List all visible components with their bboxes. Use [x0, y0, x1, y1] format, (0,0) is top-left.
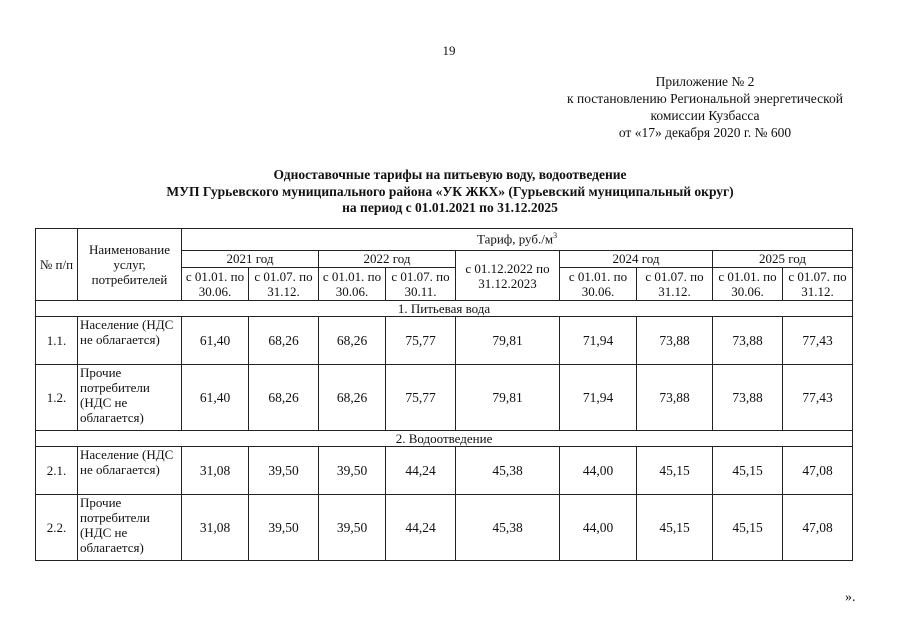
header-period-1: с 01.01. по 30.06. [182, 268, 249, 301]
header-tariff [182, 229, 853, 251]
tariff-value: 73,88 [637, 317, 713, 365]
header-service: Наименование услуг, потребителей [78, 229, 182, 301]
tariff-table-body [36, 301, 853, 561]
header-num: № п/п [36, 229, 78, 301]
page-number: 19 [442, 43, 456, 58]
tariff-value: 47,08 [783, 447, 853, 495]
table-row [36, 495, 853, 561]
title-line-3: на период с 01.01.2021 по 31.12.2025 [342, 200, 558, 215]
tariff-value: 45,38 [456, 447, 560, 495]
tariff-value: 71,94 [560, 365, 637, 431]
tariff-value: 45,15 [713, 447, 783, 495]
header-period-2022-2023: с 01.12.2022 по 31.12.2023 [456, 251, 560, 301]
table-row [36, 317, 853, 365]
service-name: Население (НДС не облагается) [78, 317, 182, 365]
tariff-table [35, 228, 853, 561]
row-number: 2.2. [36, 495, 78, 561]
header-period-4: с 01.07. по 30.11. [386, 268, 456, 301]
tariff-value: 61,40 [182, 317, 249, 365]
header-period-2: с 01.07. по 31.12. [249, 268, 319, 301]
tariff-value: 31,08 [182, 495, 249, 561]
tariff-value: 61,40 [182, 365, 249, 431]
tariff-value: 45,15 [637, 495, 713, 561]
tariff-value: 79,81 [456, 365, 560, 431]
header-year-2024: 2024 год [560, 251, 713, 268]
tariff-value: 45,15 [637, 447, 713, 495]
section-title: 1. Питьевая вода [36, 301, 853, 317]
tariff-value: 68,26 [249, 317, 319, 365]
header-tariff-unit-sup: 3 [553, 231, 558, 241]
tariff-value: 75,77 [386, 365, 456, 431]
tariff-value: 39,50 [249, 447, 319, 495]
title-line-1: Одноставочные тарифы на питьевую воду, водоотведение [273, 167, 627, 182]
closing-mark: ». [845, 590, 856, 605]
tariff-value: 77,43 [783, 317, 853, 365]
tariff-value: 45,38 [456, 495, 560, 561]
header-year-2022: 2022 год [319, 251, 456, 268]
section-title: 2. Водоотведение [36, 431, 853, 447]
header-period-8: с 01.01. по 30.06. [713, 268, 783, 301]
tariff-value: 45,15 [713, 495, 783, 561]
tariff-value: 47,08 [783, 495, 853, 561]
header-period-9: с 01.07. по 31.12. [783, 268, 853, 301]
tariff-value: 68,26 [319, 317, 386, 365]
tariff-value: 39,50 [319, 447, 386, 495]
service-name: Прочие потребители (НДС не облагается) [78, 365, 182, 431]
tariff-value: 71,94 [560, 317, 637, 365]
header-period-6: с 01.01. по 30.06. [560, 268, 637, 301]
appendix-line-3: комиссии Кузбасса [650, 108, 760, 123]
title-line-2: МУП Гурьевского муниципального района «УК ЖКХ» (Гурьевский муниципальный округ) [166, 183, 734, 199]
tariff-value: 73,88 [637, 365, 713, 431]
row-number: 1.2. [36, 365, 78, 431]
tariff-value: 44,24 [386, 447, 456, 495]
document-title [80, 167, 820, 217]
section-row [36, 301, 853, 317]
header-period-7: с 01.07. по 31.12. [637, 268, 713, 301]
header-year-2025: 2025 год [713, 251, 853, 268]
tariff-value: 73,88 [713, 317, 783, 365]
service-name: Население (НДС не облагается) [78, 447, 182, 495]
tariff-value: 39,50 [319, 495, 386, 561]
tariff-value: 73,88 [713, 365, 783, 431]
row-number: 1.1. [36, 317, 78, 365]
tariff-value: 31,08 [182, 447, 249, 495]
tariff-value: 79,81 [456, 317, 560, 365]
appendix-line-1: Приложение № 2 [655, 74, 755, 89]
tariff-value: 68,26 [249, 365, 319, 431]
tariff-value: 44,00 [560, 447, 637, 495]
header-year-2021: 2021 год [182, 251, 319, 268]
tariff-value: 77,43 [783, 365, 853, 431]
service-name: Прочие потребители (НДС не облагается) [78, 495, 182, 561]
tariff-value: 75,77 [386, 317, 456, 365]
appendix-line-2: к постановлению Региональной энергетической [567, 91, 843, 106]
tariff-value: 44,00 [560, 495, 637, 561]
tariff-value: 44,24 [386, 495, 456, 561]
table-row [36, 447, 853, 495]
appendix-line-4: от «17» декабря 2020 г. № 600 [618, 125, 792, 140]
appendix-block [540, 73, 870, 141]
header-tariff-text: Тариф, руб./м [476, 231, 554, 247]
row-number: 2.1. [36, 447, 78, 495]
table-row [36, 365, 853, 431]
tariff-value: 68,26 [319, 365, 386, 431]
tariff-value: 39,50 [249, 495, 319, 561]
header-period-3: с 01.01. по 30.06. [319, 268, 386, 301]
section-row [36, 431, 853, 447]
